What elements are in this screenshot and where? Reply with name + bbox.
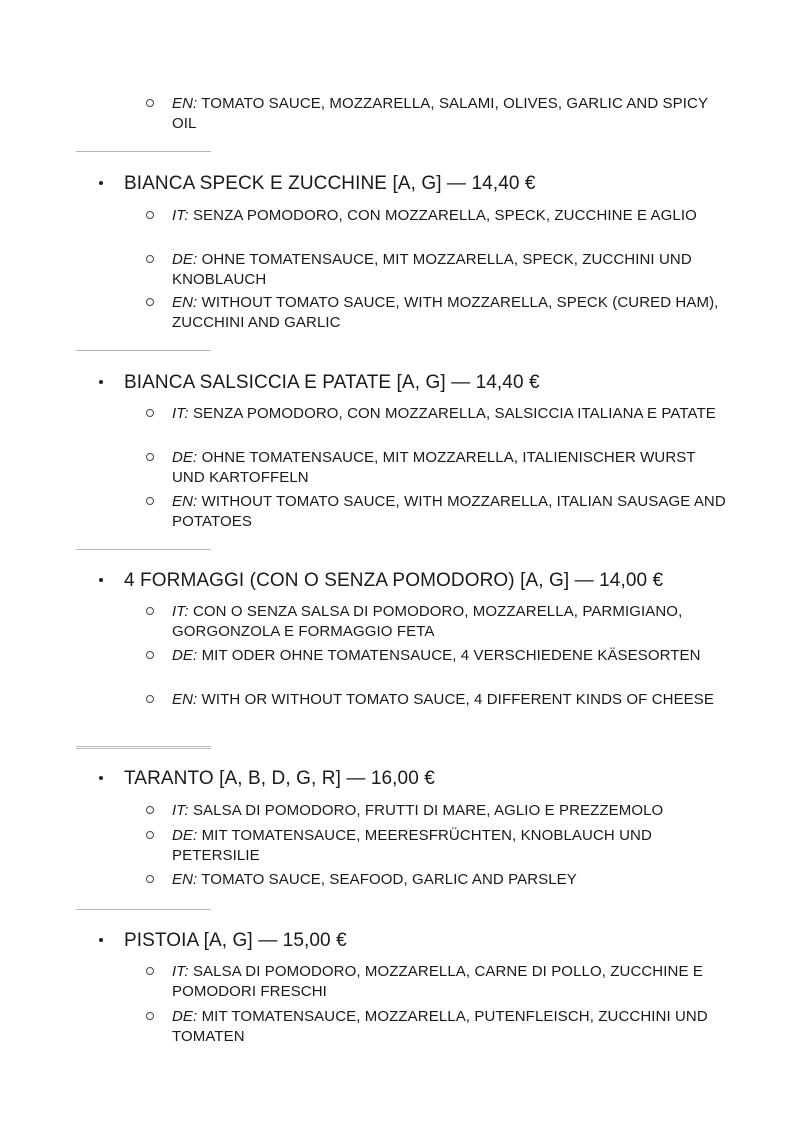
divider bbox=[76, 909, 211, 910]
description-it bbox=[172, 801, 732, 821]
pizza-title: BIANCA SPECK E ZUCCHINE [A, G] — 14,40 € bbox=[124, 173, 536, 194]
description-text: WITH OR WITHOUT TOMATO SAUCE, 4 DIFFERENT KINDS OF CHEESE bbox=[197, 691, 714, 708]
description-text: TOMATO SAUCE, SEAFOOD, GARLIC AND PARSLEY bbox=[197, 871, 577, 888]
description-de bbox=[172, 448, 732, 487]
description-text: TOMATO SAUCE, MOZZARELLA, SALAMI, OLIVES, GARLIC AND SPICY OIL bbox=[172, 95, 708, 132]
description-it bbox=[172, 962, 732, 1001]
sub-bullet bbox=[146, 453, 154, 461]
divider bbox=[76, 151, 211, 152]
divider bbox=[76, 746, 211, 749]
description-it bbox=[172, 206, 732, 226]
sub-bullet bbox=[146, 831, 154, 839]
item-bullet bbox=[99, 776, 103, 780]
description-de bbox=[172, 250, 732, 289]
item-bullet bbox=[99, 181, 103, 185]
description-text: SENZA POMODORO, CON MOZZARELLA, SALSICCIA ITALIANA E PATATE bbox=[188, 405, 716, 422]
sub-bullet bbox=[146, 967, 154, 975]
description-text: OHNE TOMATENSAUCE, MIT MOZZARELLA, ITALIENISCHER WURST UND KARTOFFELN bbox=[172, 449, 696, 486]
pizza-title: 4 FORMAGGI (CON O SENZA POMODORO) [A, G] — 14,00 € bbox=[124, 570, 664, 591]
pizza-title: TARANTO [A, B, D, G, R] — 16,00 € bbox=[124, 768, 435, 789]
description-de bbox=[172, 826, 732, 865]
description-en bbox=[172, 690, 732, 710]
language-tag: DE: bbox=[172, 449, 198, 466]
description-en bbox=[172, 94, 732, 133]
description-text: MIT TOMATENSAUCE, MEERESFRÜCHTEN, KNOBLAUCH UND PETERSILIE bbox=[172, 827, 652, 864]
description-text: OHNE TOMATENSAUCE, MIT MOZZARELLA, SPECK, ZUCCHINI UND KNOBLAUCH bbox=[172, 251, 692, 288]
sub-bullet bbox=[146, 298, 154, 306]
language-tag: EN: bbox=[172, 493, 198, 510]
sub-bullet bbox=[146, 607, 154, 615]
description-text: MIT ODER OHNE TOMATENSAUCE, 4 VERSCHIEDENE KÄSESORTEN bbox=[197, 647, 701, 664]
language-tag: EN: bbox=[172, 95, 198, 112]
description-text: SENZA POMODORO, CON MOZZARELLA, SPECK, ZUCCHINE E AGLIO bbox=[188, 207, 697, 224]
sub-bullet bbox=[146, 1012, 154, 1020]
description-text: CON O SENZA SALSA DI POMODORO, MOZZARELLA, PARMIGIANO, GORGONZOLA E FORMAGGIO FETA bbox=[172, 603, 683, 640]
item-bullet bbox=[99, 380, 103, 384]
description-text: SALSA DI POMODORO, MOZZARELLA, CARNE DI POLLO, ZUCCHINE E POMODORI FRESCHI bbox=[172, 963, 703, 1000]
sub-bullet bbox=[146, 255, 154, 263]
description-text: MIT TOMATENSAUCE, MOZZARELLA, PUTENFLEISCH, ZUCCHINI UND TOMATEN bbox=[172, 1008, 708, 1045]
divider bbox=[76, 549, 211, 550]
description-text: WITHOUT TOMATO SAUCE, WITH MOZZARELLA, SPECK (CURED HAM), ZUCCHINI AND GARLIC bbox=[172, 294, 719, 331]
sub-bullet bbox=[146, 99, 154, 107]
language-tag: EN: bbox=[172, 691, 198, 708]
language-tag: IT: bbox=[172, 802, 189, 819]
description-it bbox=[172, 602, 732, 641]
pizza-title: PISTOIA [A, G] — 15,00 € bbox=[124, 930, 347, 951]
language-tag: IT: bbox=[172, 603, 189, 620]
language-tag: DE: bbox=[172, 251, 198, 268]
description-text: WITHOUT TOMATO SAUCE, WITH MOZZARELLA, ITALIAN SAUSAGE AND POTATOES bbox=[172, 493, 726, 530]
description-en bbox=[172, 492, 732, 531]
description-en bbox=[172, 870, 732, 890]
sub-bullet bbox=[146, 695, 154, 703]
pizza-title: BIANCA SALSICCIA E PATATE [A, G] — 14,40 € bbox=[124, 372, 540, 393]
sub-bullet bbox=[146, 211, 154, 219]
description-it bbox=[172, 404, 732, 424]
language-tag: DE: bbox=[172, 1008, 198, 1025]
divider bbox=[76, 350, 211, 351]
language-tag: IT: bbox=[172, 207, 189, 224]
sub-bullet bbox=[146, 651, 154, 659]
language-tag: DE: bbox=[172, 647, 198, 664]
language-tag: EN: bbox=[172, 871, 198, 888]
description-de bbox=[172, 1007, 732, 1046]
sub-bullet bbox=[146, 806, 154, 814]
item-bullet bbox=[99, 938, 103, 942]
language-tag: EN: bbox=[172, 294, 198, 311]
sub-bullet bbox=[146, 409, 154, 417]
language-tag: IT: bbox=[172, 963, 189, 980]
description-de bbox=[172, 646, 732, 666]
language-tag: DE: bbox=[172, 827, 198, 844]
item-bullet bbox=[99, 578, 103, 582]
sub-bullet bbox=[146, 497, 154, 505]
language-tag: IT: bbox=[172, 405, 189, 422]
description-en bbox=[172, 293, 732, 332]
sub-bullet bbox=[146, 875, 154, 883]
description-text: SALSA DI POMODORO, FRUTTI DI MARE, AGLIO E PREZZEMOLO bbox=[188, 802, 664, 819]
